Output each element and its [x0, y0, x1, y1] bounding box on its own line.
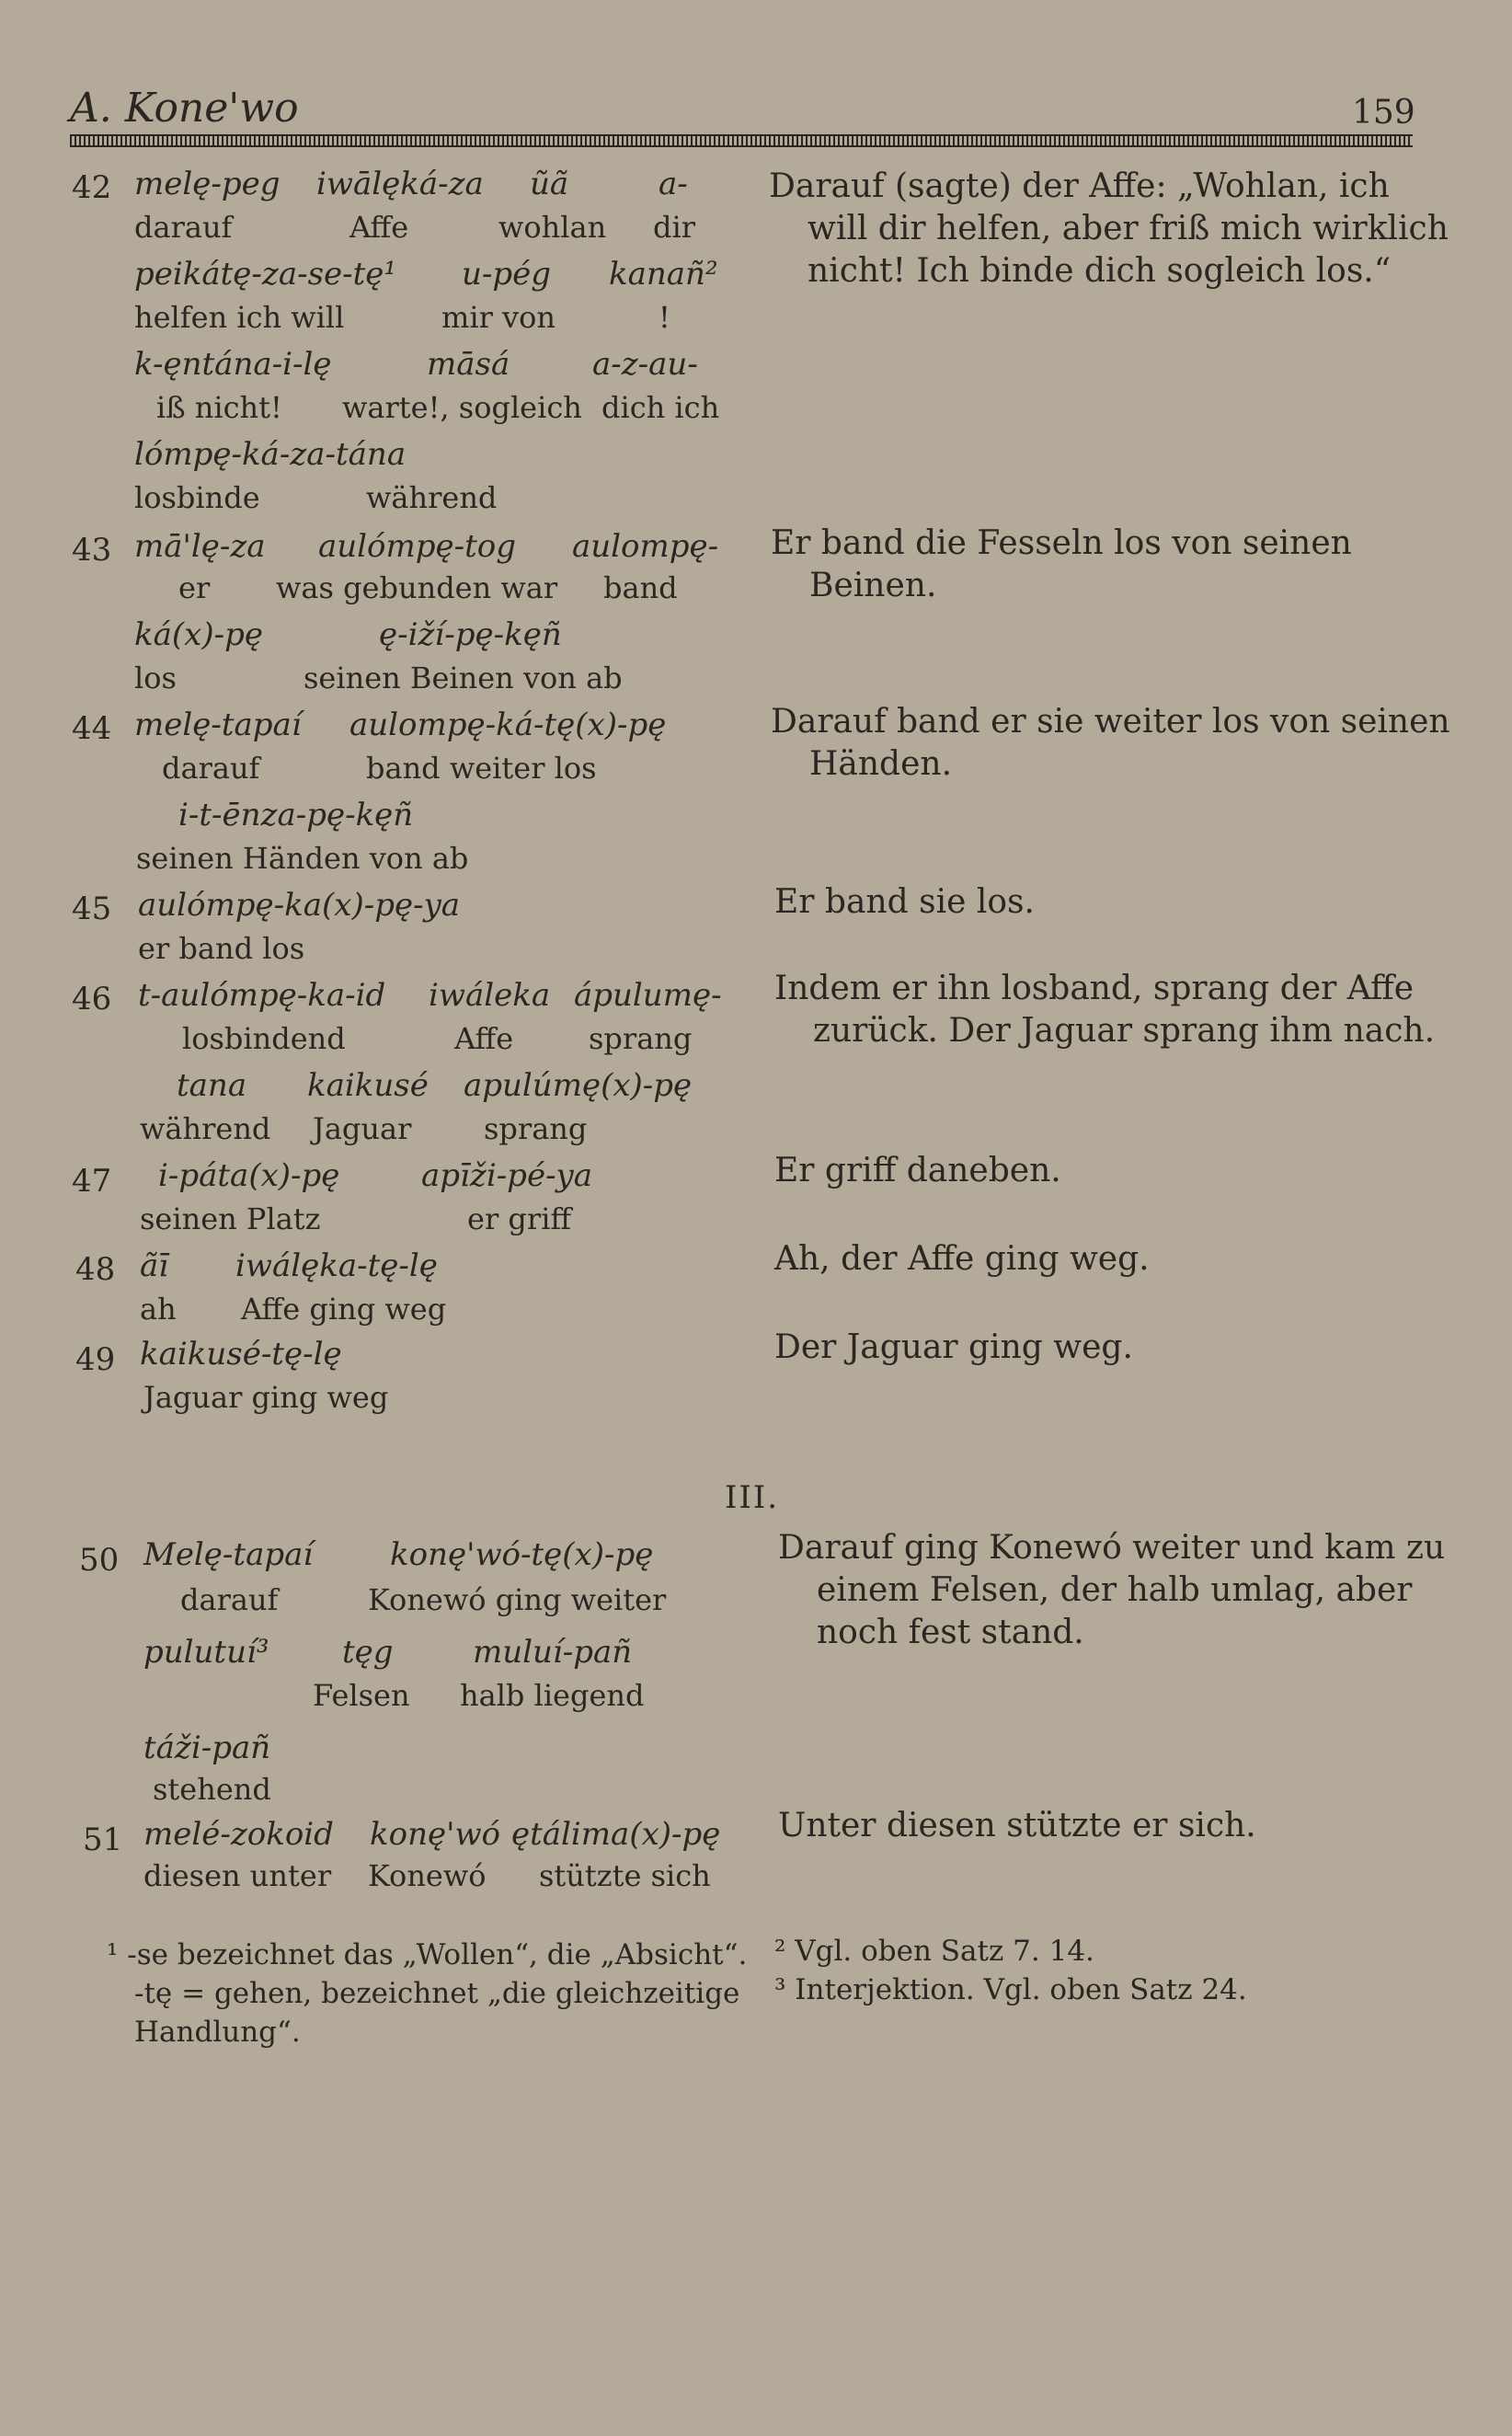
- section-heading: III.: [725, 1479, 780, 1516]
- native-word: konę'wó: [370, 1816, 501, 1853]
- native-word: ũã: [530, 166, 569, 202]
- native-word: aulómpę-ka(x)-pę-ya: [138, 887, 461, 924]
- native-word: iwáleka: [429, 977, 551, 1014]
- native-word: a-z-au-: [592, 346, 698, 383]
- native-word: iwālęká-za: [316, 166, 484, 202]
- ornamental-rule: [70, 134, 1413, 147]
- native-word: aulompę-: [572, 528, 719, 565]
- native-word: ápulumę-: [574, 977, 722, 1014]
- native-word: u-pég: [462, 256, 552, 293]
- gloss-word: ah: [140, 1292, 177, 1327]
- gloss-word: Affe ging weg: [241, 1292, 447, 1327]
- native-word: t-aulómpę-ka-id: [138, 977, 386, 1014]
- native-word: melę-peg: [134, 166, 281, 202]
- gloss-word: darauf: [180, 1582, 279, 1617]
- gloss-word: sprang: [589, 1021, 693, 1056]
- translation: Er griff daneben.: [774, 1152, 1061, 1189]
- running-header-title: A. Kone'wo: [70, 85, 299, 132]
- native-word: kanañ²: [609, 256, 718, 293]
- gloss-word: dir: [653, 210, 696, 245]
- footnote-3: ³ Interjektion. Vgl. oben Satz 24.: [774, 1973, 1247, 2006]
- native-word: kaikusé: [307, 1067, 429, 1104]
- gloss-word: er griff: [467, 1201, 572, 1236]
- native-word: mā'lę-za: [134, 528, 266, 565]
- translation: Darauf ging Konewó weiter und kam zu einem Felsen, der halb umlag, aber noch fest stand.: [778, 1529, 1446, 1651]
- native-word: muluí-pañ: [473, 1634, 633, 1671]
- translation: Unter diesen stützte er sich.: [778, 1807, 1256, 1844]
- native-word: ká(x)-pę: [134, 616, 263, 653]
- translation: Darauf (sagte) der Affe: „Wohlan, ich will dir helfen, aber friß mich wirklich nicht! Ich binde dich sogleich los.“: [769, 167, 1449, 290]
- native-word: konę'wó-tę(x)-pę: [390, 1536, 654, 1573]
- translation: Ah, der Affe ging weg.: [774, 1240, 1150, 1278]
- native-word: pulutuí³: [143, 1634, 269, 1671]
- native-word: ãī: [140, 1247, 169, 1284]
- gloss-word: Konewó: [368, 1858, 487, 1893]
- native-word: aulompę-ká-tę(x)-pę: [349, 707, 667, 743]
- gloss-word: seinen Beinen von ab: [304, 661, 623, 695]
- translation: Indem er ihn losband, sprang der Affe zurück. Der Jaguar sprang ihm nach.: [774, 970, 1436, 1050]
- gloss-word: darauf: [134, 210, 233, 245]
- footnote-2: ² Vgl. oben Satz 7. 14.: [774, 1935, 1094, 1968]
- translation: Der Jaguar ging weg.: [774, 1328, 1133, 1366]
- sentence-number: 42: [72, 169, 112, 206]
- gloss-word: Affe: [454, 1021, 514, 1056]
- translation: Darauf band er sie weiter los von seinen Händen.: [771, 703, 1450, 783]
- sentence-number: 48: [75, 1251, 116, 1288]
- gloss-word: darauf: [162, 751, 260, 786]
- sentence-number: 44: [72, 710, 112, 747]
- native-word: apīži-pé-ya: [421, 1157, 593, 1194]
- gloss-word: halb liegend: [460, 1678, 645, 1713]
- gloss-word: warte!, sogleich: [342, 390, 582, 425]
- gloss-word: stehend: [153, 1772, 271, 1807]
- native-word: i-t-ēnza-pę-kęñ: [178, 797, 414, 833]
- native-word: ętálima(x)-pę: [511, 1816, 721, 1853]
- native-word: táži-pañ: [143, 1729, 271, 1766]
- gloss-word: was gebunden war: [276, 570, 558, 605]
- native-word: melę-tapaí: [134, 707, 302, 743]
- native-word: a-: [659, 166, 688, 202]
- translation: Er band sie los.: [774, 883, 1035, 921]
- gloss-word: helfen ich will: [134, 300, 345, 335]
- gloss-word: los: [134, 661, 177, 695]
- gloss-word: Jaguar: [313, 1111, 412, 1146]
- gloss-word: band weiter los: [366, 751, 597, 786]
- sentence-number: 47: [72, 1163, 112, 1200]
- gloss-word: band: [603, 570, 678, 605]
- native-word: peikátę-za-se-tę¹: [134, 256, 397, 293]
- native-word: aulómpę-tog: [318, 528, 517, 565]
- gloss-word: seinen Platz: [140, 1201, 321, 1236]
- native-word: ę-iží-pę-kęñ: [379, 616, 562, 653]
- gloss-word: Konewó ging weiter: [368, 1582, 667, 1617]
- gloss-word: stützte sich: [539, 1858, 711, 1893]
- native-word: tana: [177, 1067, 247, 1104]
- gloss-word: er band los: [138, 931, 305, 966]
- gloss-word: er: [178, 570, 211, 605]
- gloss-word: losbinde: [134, 480, 260, 515]
- sentence-number: 43: [72, 532, 112, 569]
- native-word: k-ęntána-i-lę: [134, 346, 332, 383]
- native-word: māsá: [427, 346, 510, 383]
- sentence-number: 49: [75, 1341, 116, 1378]
- native-word: Melę-tapaí: [143, 1536, 314, 1573]
- native-word: apulúmę(x)-pę: [464, 1067, 693, 1104]
- gloss-word: iß nicht!: [156, 390, 282, 425]
- page-number: 159: [1352, 94, 1415, 132]
- gloss-word: Jaguar ging weg: [143, 1380, 389, 1415]
- gloss-word: während: [366, 480, 498, 515]
- gloss-word: mir von: [441, 300, 556, 335]
- native-word: iwálęka-tę-lę: [235, 1247, 438, 1284]
- gloss-word: während: [140, 1111, 271, 1146]
- footnote-1: ¹ -se bezeichnet das „Wollen“, die „Absicht“. -tę = gehen, bezeichnet „die gleichzeitige Handlung“.: [107, 1938, 748, 2049]
- gloss-word: wohlan: [498, 210, 607, 245]
- gloss-word: sprang: [484, 1111, 588, 1146]
- native-word: kaikusé-tę-lę: [140, 1336, 342, 1373]
- sentence-number: 51: [83, 1821, 123, 1858]
- gloss-word: diesen unter: [143, 1858, 332, 1893]
- gloss-word: losbindend: [182, 1021, 346, 1056]
- translation: Er band die Fesseln los von seinen Beinen.: [771, 524, 1352, 604]
- native-word: melé-zokoid: [143, 1816, 334, 1853]
- gloss-word: Affe: [349, 210, 409, 245]
- native-word: i-páta(x)-pę: [158, 1157, 340, 1194]
- sentence-number: 46: [72, 981, 112, 1017]
- gloss-word: !: [659, 300, 670, 335]
- native-word: lómpę-ká-za-tána: [134, 436, 407, 473]
- gloss-word: dich ich: [601, 390, 720, 425]
- sentence-number: 45: [72, 891, 112, 927]
- sentence-number: 50: [79, 1542, 120, 1579]
- gloss-word: seinen Händen von ab: [136, 841, 469, 876]
- native-word: tęg: [342, 1634, 394, 1671]
- gloss-word: Felsen: [313, 1678, 410, 1713]
